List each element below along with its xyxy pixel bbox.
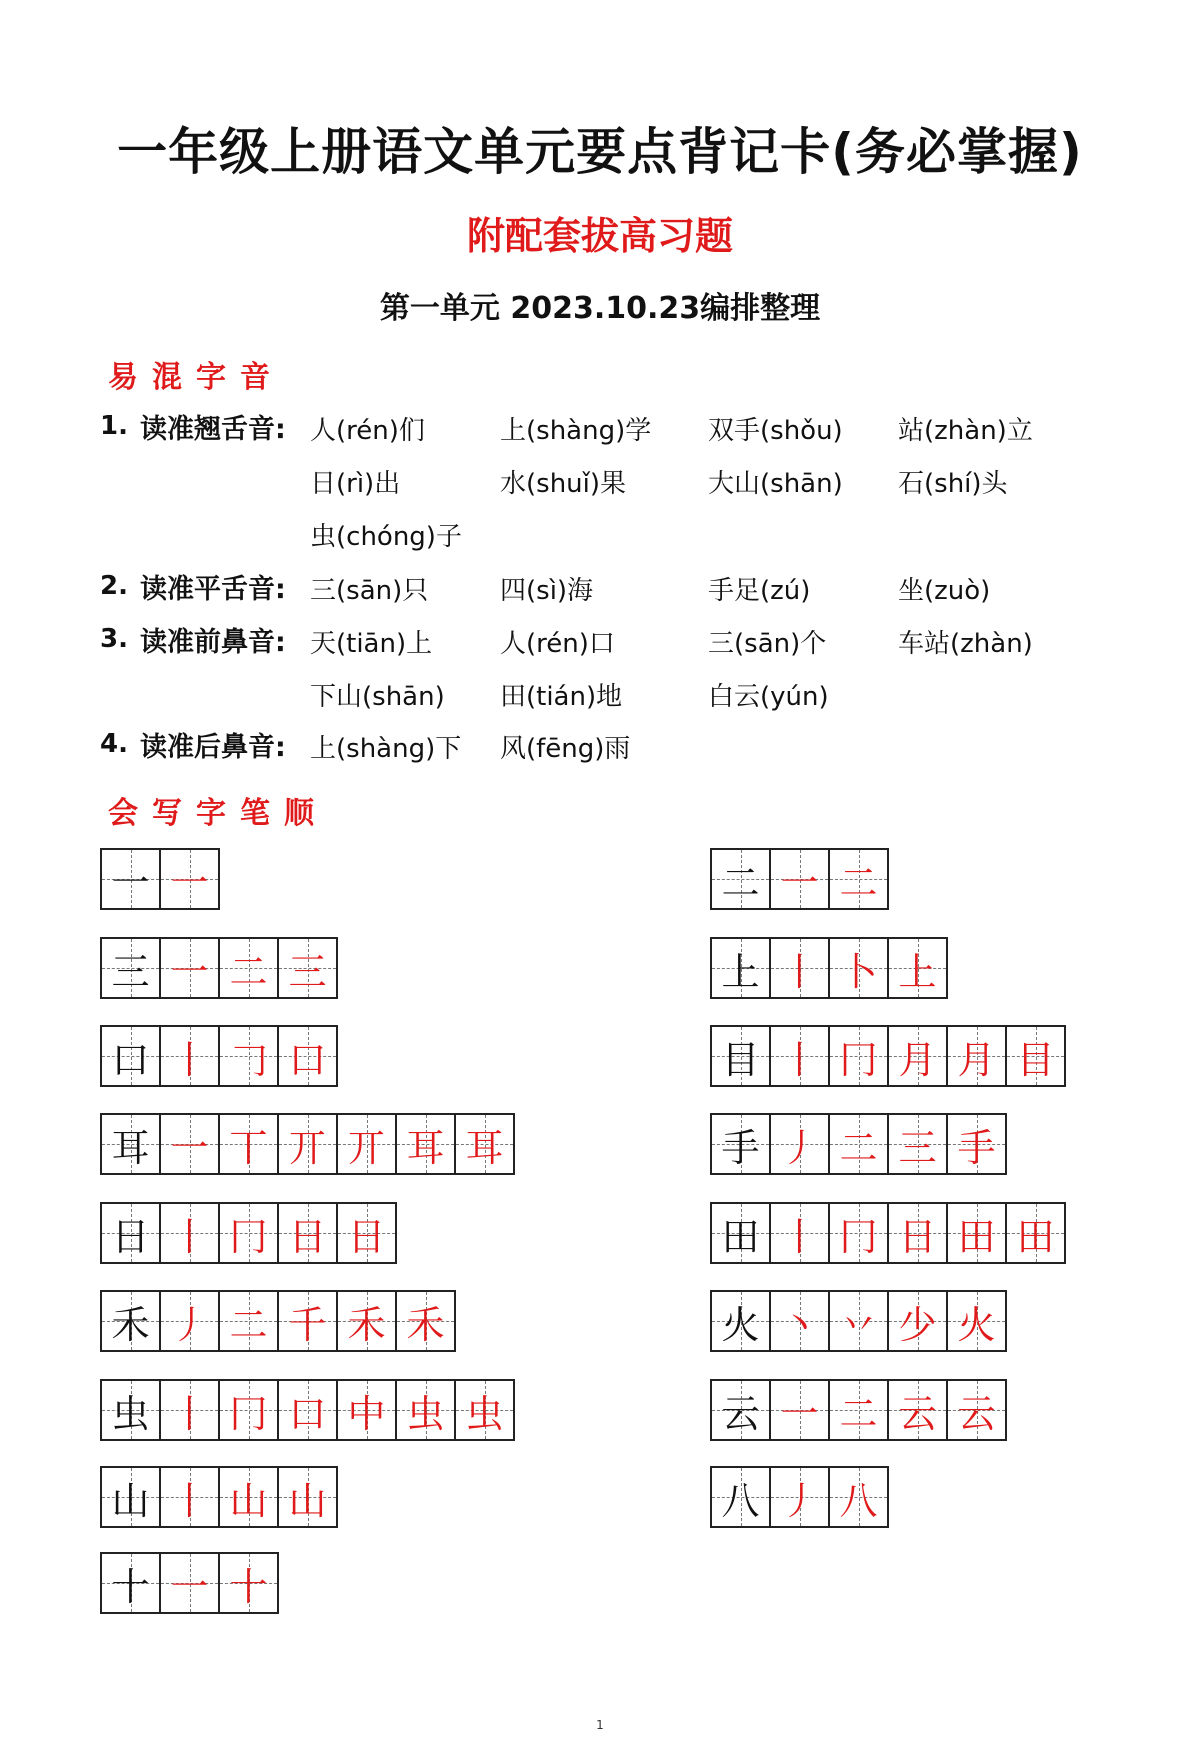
stroke-step: 虫 xyxy=(406,1391,445,1436)
group-number: 4. xyxy=(100,729,128,759)
stroke-step-cell xyxy=(454,1379,515,1441)
stroke-step: 云 xyxy=(898,1391,937,1436)
stroke-row-目 xyxy=(710,1025,1064,1087)
character-cell xyxy=(100,1025,161,1087)
stroke-step-cell xyxy=(769,1466,830,1528)
pinyin-entry: 水(shuǐ)果 xyxy=(500,469,627,499)
stroke-step-cell xyxy=(159,1202,220,1264)
stroke-step-cell xyxy=(277,1113,338,1175)
stroke-step-cell xyxy=(887,937,948,999)
stroke-step-cell xyxy=(1005,1202,1066,1264)
stroke-step: 三 xyxy=(288,949,327,994)
stroke-step-cell xyxy=(159,1552,220,1614)
stroke-step: 火 xyxy=(957,1302,996,1347)
stroke-row-上 xyxy=(710,937,946,999)
stroke-step-cell xyxy=(277,1466,338,1528)
stroke-step: 少 xyxy=(898,1302,937,1347)
stroke-step-cell xyxy=(769,1113,830,1175)
stroke-step-cell xyxy=(828,848,889,910)
stroke-step-cell xyxy=(218,1025,279,1087)
stroke-step-cell xyxy=(887,1379,948,1441)
stroke-step-cell xyxy=(218,1552,279,1614)
stroke-step: 二 xyxy=(229,1302,268,1347)
stroke-row-二 xyxy=(710,848,887,910)
character: 二 xyxy=(721,860,760,905)
stroke-step: 二 xyxy=(229,949,268,994)
character: 日 xyxy=(111,1214,150,1259)
page-subtitle: 附配套拔高习题 xyxy=(466,214,733,258)
pinyin-entry: 双手(shǒu) xyxy=(708,416,843,446)
stroke-step-cell xyxy=(277,1202,338,1264)
stroke-step-cell xyxy=(769,937,830,999)
section-strokes-title: 会写字笔顺 xyxy=(108,796,328,831)
stroke-step: 三 xyxy=(898,1125,937,1170)
stroke-step-cell xyxy=(887,1290,948,1352)
character-cell xyxy=(100,937,161,999)
character-cell xyxy=(100,1552,161,1614)
stroke-step-cell xyxy=(159,848,220,910)
character-cell xyxy=(710,848,771,910)
group-label: 读准翘舌音: xyxy=(140,413,286,445)
stroke-step: 山 xyxy=(288,1478,327,1523)
stroke-step: 丌 xyxy=(288,1125,327,1170)
stroke-step-cell xyxy=(828,1379,889,1441)
stroke-row-火 xyxy=(710,1290,1005,1352)
stroke-step: 一 xyxy=(780,860,819,905)
stroke-row-八 xyxy=(710,1466,887,1528)
stroke-step-cell xyxy=(828,1466,889,1528)
stroke-step-cell xyxy=(769,848,830,910)
stroke-step: 丨 xyxy=(170,1478,209,1523)
stroke-step: 丿 xyxy=(780,1125,819,1170)
stroke-row-山 xyxy=(100,1466,336,1528)
stroke-step: 丿 xyxy=(170,1302,209,1347)
stroke-step-cell xyxy=(336,1379,397,1441)
stroke-step: 禾 xyxy=(406,1302,445,1347)
stroke-step-cell xyxy=(828,1025,889,1087)
stroke-step: 卜 xyxy=(839,949,878,994)
stroke-step-cell xyxy=(946,1379,1007,1441)
character: 八 xyxy=(721,1478,760,1523)
stroke-step: 丨 xyxy=(780,1037,819,1082)
character-cell xyxy=(710,1290,771,1352)
pinyin-entry: 日(rì)出 xyxy=(310,469,401,499)
pinyin-entry: 三(sān)个 xyxy=(708,629,827,659)
stroke-step-cell xyxy=(769,1290,830,1352)
stroke-step-cell xyxy=(159,1379,220,1441)
character: 三 xyxy=(111,949,150,994)
character: 手 xyxy=(721,1125,760,1170)
stroke-step: 冂 xyxy=(229,1391,268,1436)
stroke-step: 八 xyxy=(839,1478,878,1523)
stroke-step: 口 xyxy=(288,1037,327,1082)
stroke-step-cell xyxy=(887,1202,948,1264)
stroke-step: 丨 xyxy=(780,949,819,994)
stroke-step: 丷 xyxy=(839,1302,878,1347)
stroke-step-cell xyxy=(218,937,279,999)
character-cell xyxy=(710,1466,771,1528)
stroke-step-cell xyxy=(946,1290,1007,1352)
stroke-step: 一 xyxy=(170,949,209,994)
character: 十 xyxy=(111,1564,150,1609)
stroke-step: 月 xyxy=(957,1037,996,1082)
character-cell xyxy=(100,1466,161,1528)
stroke-step-cell xyxy=(277,1379,338,1441)
stroke-step-cell xyxy=(769,1379,830,1441)
stroke-step: 田 xyxy=(957,1214,996,1259)
stroke-step-cell xyxy=(395,1113,456,1175)
stroke-step: 丶 xyxy=(780,1302,819,1347)
stroke-step: 耳 xyxy=(465,1125,504,1170)
page-number: 1 xyxy=(596,1718,604,1732)
character-cell xyxy=(710,1202,771,1264)
stroke-step-cell xyxy=(887,1113,948,1175)
stroke-step-cell xyxy=(218,1290,279,1352)
stroke-step-cell xyxy=(159,1113,220,1175)
stroke-row-禾 xyxy=(100,1290,454,1352)
stroke-row-日 xyxy=(100,1202,395,1264)
stroke-step-cell xyxy=(828,1290,889,1352)
stroke-step-cell xyxy=(218,1113,279,1175)
stroke-step: 日 xyxy=(347,1214,386,1259)
stroke-step: 丨 xyxy=(170,1391,209,1436)
stroke-row-田 xyxy=(710,1202,1064,1264)
stroke-step: 十 xyxy=(229,1564,268,1609)
character-cell xyxy=(100,1379,161,1441)
pinyin-entry: 下山(shān) xyxy=(310,682,445,712)
group-label: 读准前鼻音: xyxy=(140,626,286,658)
stroke-step: 丅 xyxy=(229,1125,268,1170)
group-label: 读准平舌音: xyxy=(140,573,286,605)
stroke-step: 二 xyxy=(839,1391,878,1436)
stroke-step: 山 xyxy=(229,1478,268,1523)
character-cell xyxy=(710,1025,771,1087)
group-number: 1. xyxy=(100,411,128,441)
pinyin-entry: 站(zhàn)立 xyxy=(898,416,1033,446)
character: 虫 xyxy=(111,1391,150,1436)
pinyin-entry: 手足(zú) xyxy=(708,576,811,606)
stroke-step: 禾 xyxy=(347,1302,386,1347)
pinyin-entry: 上(shàng)学 xyxy=(500,416,652,446)
stroke-step-cell xyxy=(828,1113,889,1175)
stroke-step: 目 xyxy=(1016,1037,1055,1082)
stroke-step: 冂 xyxy=(229,1214,268,1259)
stroke-step: 二 xyxy=(839,860,878,905)
section-pinyin-title: 易混字音 xyxy=(108,360,284,395)
stroke-step: 二 xyxy=(839,1125,878,1170)
pinyin-entry: 石(shí)头 xyxy=(898,469,1008,499)
stroke-step-cell xyxy=(946,1025,1007,1087)
stroke-step-cell xyxy=(946,1202,1007,1264)
character: 上 xyxy=(721,949,760,994)
stroke-row-十 xyxy=(100,1552,277,1614)
character-cell xyxy=(100,1202,161,1264)
character-cell xyxy=(100,1113,161,1175)
stroke-step: 日 xyxy=(898,1214,937,1259)
pinyin-entry: 三(sān)只 xyxy=(310,576,429,606)
stroke-step-cell xyxy=(769,1202,830,1264)
stroke-step: 一 xyxy=(170,1125,209,1170)
stroke-step: 冂 xyxy=(839,1214,878,1259)
stroke-step: 耳 xyxy=(406,1125,445,1170)
group-label: 读准后鼻音: xyxy=(140,731,286,763)
stroke-step: 丌 xyxy=(347,1125,386,1170)
stroke-step: 丨 xyxy=(780,1214,819,1259)
character-cell xyxy=(100,1290,161,1352)
character: 火 xyxy=(721,1302,760,1347)
stroke-step-cell xyxy=(159,1466,220,1528)
stroke-step: 千 xyxy=(288,1302,327,1347)
character: 田 xyxy=(721,1214,760,1259)
pinyin-entry: 虫(chóng)子 xyxy=(310,522,462,552)
character-cell xyxy=(100,848,161,910)
character: 山 xyxy=(111,1478,150,1523)
pinyin-entry: 大山(shān) xyxy=(708,469,843,499)
character-cell xyxy=(710,1379,771,1441)
stroke-step-cell xyxy=(454,1113,515,1175)
stroke-step-cell xyxy=(828,1202,889,1264)
stroke-step: 上 xyxy=(898,949,937,994)
pinyin-entry: 坐(zuò) xyxy=(898,576,991,606)
character: 口 xyxy=(111,1037,150,1082)
group-number: 3. xyxy=(100,624,128,654)
character: 一 xyxy=(111,860,150,905)
stroke-step-cell xyxy=(946,1113,1007,1175)
stroke-row-虫 xyxy=(100,1379,513,1441)
stroke-step: 田 xyxy=(1016,1214,1055,1259)
stroke-step-cell xyxy=(218,1379,279,1441)
stroke-step-cell xyxy=(1005,1025,1066,1087)
page-title: 一年级上册语文单元要点背记卡(务必掌握) xyxy=(117,123,1083,181)
stroke-step: 手 xyxy=(957,1125,996,1170)
stroke-row-云 xyxy=(710,1379,1005,1441)
stroke-step-cell xyxy=(769,1025,830,1087)
pinyin-entry: 天(tiān)上 xyxy=(310,629,433,659)
stroke-row-一 xyxy=(100,848,218,910)
stroke-row-耳 xyxy=(100,1113,513,1175)
pinyin-entry: 四(sì)海 xyxy=(500,576,594,606)
stroke-step: 丿 xyxy=(780,1478,819,1523)
stroke-step-cell xyxy=(159,1290,220,1352)
stroke-step: 月 xyxy=(898,1037,937,1082)
pinyin-entry: 白云(yún) xyxy=(708,682,829,712)
unit-line: 第一单元 2023.10.23编排整理 xyxy=(379,291,821,326)
stroke-step-cell xyxy=(887,1025,948,1087)
character: 目 xyxy=(721,1037,760,1082)
stroke-step: 一 xyxy=(170,860,209,905)
stroke-step-cell xyxy=(159,1025,220,1087)
stroke-step-cell xyxy=(336,1113,397,1175)
stroke-step: 丨 xyxy=(170,1037,209,1082)
character-cell xyxy=(710,937,771,999)
stroke-step-cell xyxy=(218,1202,279,1264)
stroke-step-cell xyxy=(277,937,338,999)
stroke-row-三 xyxy=(100,937,336,999)
pinyin-entry: 风(fēng)雨 xyxy=(500,734,631,764)
stroke-row-口 xyxy=(100,1025,336,1087)
stroke-step: 冂 xyxy=(839,1037,878,1082)
stroke-step: 云 xyxy=(957,1391,996,1436)
stroke-step: 一 xyxy=(170,1564,209,1609)
pinyin-entry: 田(tián)地 xyxy=(500,682,623,712)
stroke-step-cell xyxy=(218,1466,279,1528)
stroke-step: 口 xyxy=(288,1391,327,1436)
pinyin-entry: 车站(zhàn) xyxy=(898,629,1033,659)
stroke-step-cell xyxy=(828,937,889,999)
pinyin-entry: 人(rén)口 xyxy=(500,629,615,659)
stroke-step: 日 xyxy=(288,1214,327,1259)
stroke-step-cell xyxy=(336,1290,397,1352)
stroke-step: 虫 xyxy=(465,1391,504,1436)
pinyin-entry: 上(shàng)下 xyxy=(310,734,462,764)
stroke-step-cell xyxy=(277,1290,338,1352)
stroke-step: 一 xyxy=(780,1391,819,1436)
stroke-step-cell xyxy=(395,1379,456,1441)
group-number: 2. xyxy=(100,571,128,601)
stroke-row-手 xyxy=(710,1113,1005,1175)
character: 云 xyxy=(721,1391,760,1436)
stroke-step-cell xyxy=(395,1290,456,1352)
stroke-step: 𠃌 xyxy=(229,1037,268,1082)
pinyin-entry: 人(rén)们 xyxy=(310,416,425,446)
stroke-step: 丨 xyxy=(170,1214,209,1259)
stroke-step: 中 xyxy=(347,1391,386,1436)
character: 耳 xyxy=(111,1125,150,1170)
character-cell xyxy=(710,1113,771,1175)
stroke-step-cell xyxy=(336,1202,397,1264)
stroke-step-cell xyxy=(159,937,220,999)
stroke-step-cell xyxy=(277,1025,338,1087)
character: 禾 xyxy=(111,1302,150,1347)
